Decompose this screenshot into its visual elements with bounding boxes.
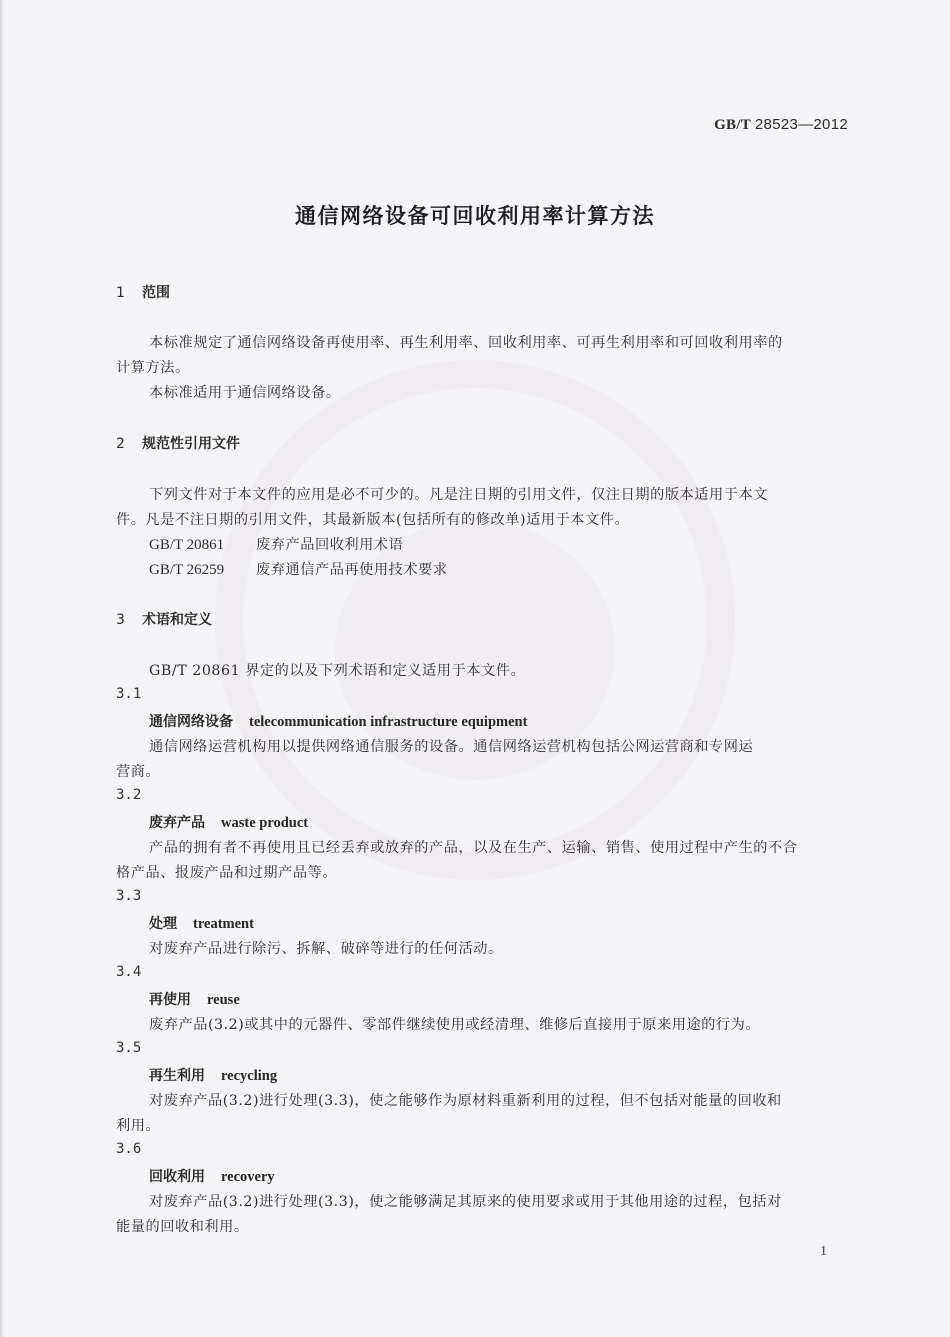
section-title: 规范性引用文件 <box>142 436 240 452</box>
term-entry <box>149 913 254 933</box>
term-en: recycling <box>221 1068 278 1084</box>
paragraph: 本标准规定了通信网络设备再使用率、再生利用率、回收利用率、可再生利用率和可回收利用率的 <box>149 335 783 351</box>
reference-code: GB/T 20861 <box>149 537 225 553</box>
section-number: 1 <box>116 285 125 301</box>
term-entry <box>149 1166 275 1186</box>
reference-title: 废弃产品回收利用术语 <box>256 537 404 553</box>
term-entry <box>149 1065 277 1085</box>
section-1-heading <box>116 282 170 302</box>
clause-number: 3.4 <box>116 964 142 980</box>
clause-number: 3.5 <box>116 1040 142 1056</box>
section-2-heading <box>116 433 240 453</box>
term-zh: 回收利用 <box>149 1169 205 1185</box>
term-en: telecommunication infrastructure equipment <box>249 714 528 730</box>
paragraph: 计算方法。 <box>116 360 190 376</box>
clause-number: 3.6 <box>116 1141 142 1157</box>
paragraph: 本标准适用于通信网络设备。 <box>149 385 341 401</box>
standard-number: 28523—2012 <box>754 116 848 133</box>
term-en: waste product <box>221 815 309 831</box>
term-definition: 对废弃产品进行除污、拆解、破碎等进行的任何活动。 <box>149 941 503 957</box>
paragraph: 件。凡是不注日期的引用文件，其最新版本(包括所有的修改单)适用于本文件。 <box>116 512 630 528</box>
section-title: 术语和定义 <box>142 612 212 628</box>
term-entry <box>149 989 240 1009</box>
term-en: treatment <box>193 916 254 932</box>
term-definition: 对废弃产品(3.2)进行处理(3.3)，使之能够满足其原来的使用要求或用于其他用途的过程，包括对 <box>149 1194 782 1210</box>
term-zh: 处理 <box>149 916 177 932</box>
term-entry <box>149 812 308 832</box>
term-zh: 废弃产品 <box>149 815 205 831</box>
reference-title: 废弃通信产品再使用技术要求 <box>256 562 448 578</box>
section-intro: GB/T 20861 界定的以及下列术语和定义适用于本文件。 <box>149 663 526 679</box>
term-definition: 废弃产品(3.2)或其中的元器件、零部件继续使用或经清理、维修后直接用于原来用途的行为。 <box>149 1017 761 1033</box>
term-definition: 对废弃产品(3.2)进行处理(3.3)，使之能够作为原材料重新利用的过程，但不包括对能量的回收和 <box>149 1093 782 1109</box>
reference-item <box>149 559 448 579</box>
term-definition: 营商。 <box>116 764 161 780</box>
clause-number: 3.1 <box>116 686 142 702</box>
document-title: 通信网络设备可回收利用率计算方法 <box>295 204 655 228</box>
reference-item <box>149 534 403 554</box>
term-zh: 再生利用 <box>149 1068 205 1084</box>
section-number: 2 <box>116 436 125 452</box>
term-en: reuse <box>207 992 240 1008</box>
term-en: recovery <box>221 1169 275 1185</box>
section-title: 范围 <box>142 285 170 301</box>
standard-code <box>714 116 848 134</box>
term-definition: 产品的拥有者不再使用且已经丢弃或放弃的产品，以及在生产、运输、销售、使用过程中产生的不合 <box>149 840 798 856</box>
term-definition: 格产品、报废产品和过期产品等。 <box>116 865 338 881</box>
term-entry <box>149 711 527 731</box>
term-definition: 通信网络运营机构用以提供网络通信服务的设备。通信网络运营机构包括公网运营商和专网运 <box>149 739 754 755</box>
term-zh: 通信网络设备 <box>149 714 233 730</box>
section-3-heading <box>116 609 212 629</box>
clause-number: 3.2 <box>116 787 142 803</box>
term-definition: 能量的回收和利用。 <box>116 1219 249 1235</box>
paragraph: 下列文件对于本文件的应用是必不可少的。凡是注日期的引用文件，仅注日期的版本适用于本文 <box>149 487 768 503</box>
term-definition: 利用。 <box>116 1118 161 1134</box>
clause-number: 3.3 <box>116 888 142 904</box>
standard-prefix: GB/T <box>714 117 751 133</box>
reference-code: GB/T 26259 <box>149 562 225 578</box>
page-number: 1 <box>820 1244 827 1259</box>
section-number: 3 <box>116 612 125 628</box>
term-zh: 再使用 <box>149 992 191 1008</box>
